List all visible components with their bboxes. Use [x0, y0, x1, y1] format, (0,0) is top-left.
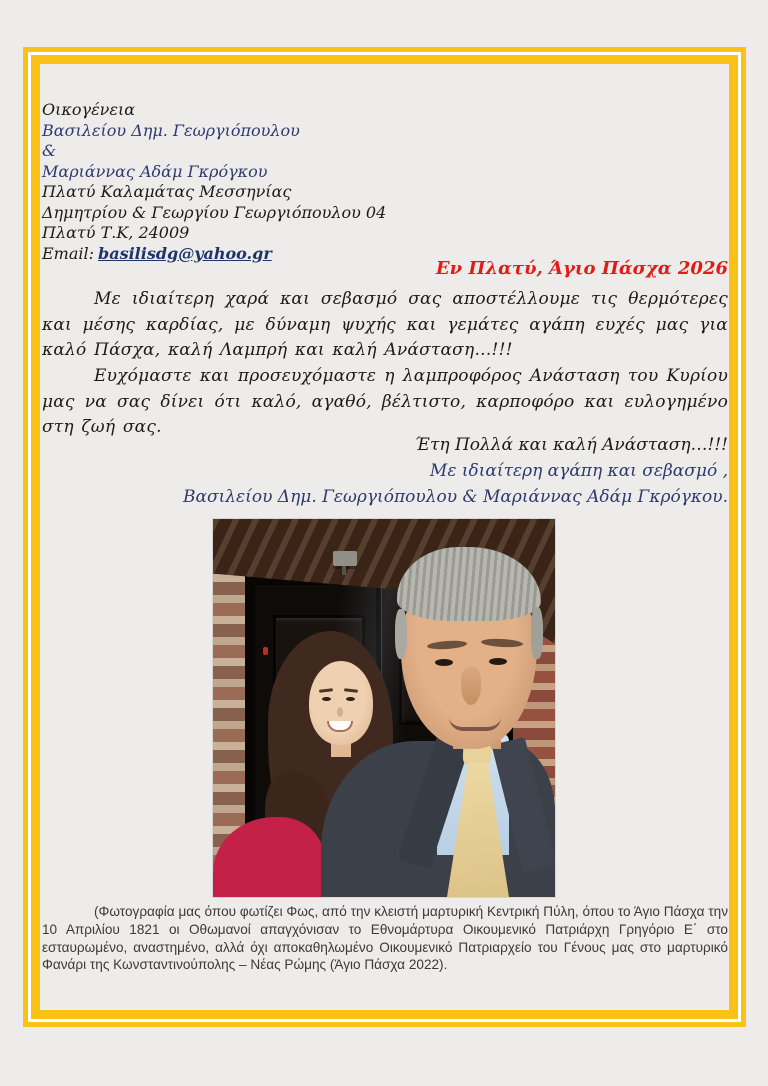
closing-signature-line: Βασιλείου Δημ. Γεωργιόπουλου & Μαριάννας Αδάμ Γκρόγκου.: [183, 487, 728, 507]
sender-address-block: [42, 100, 728, 264]
ampersand: &: [42, 141, 57, 160]
photo-wall-camera: [333, 551, 357, 566]
family-label: Οικογένεια: [42, 100, 136, 119]
photo-caption: (Φωτογραφία μας όπου φωτίζει Φως, από την κλειστή μαρτυρική Κεντρική Πύλη, όπου το Άγιο Πάσχα την 10 Απριλίου 1821 οι Οθωμανοί απαγχόνισαν το Εθνομάρτυρα Οικουμενικό Πατριάρχη Γρηγόριο Ε΄ στο εσταυρωμένο, αναστημένο, αλλά όχι αποκαθηλωμένο Οικουμενικό Πατριαρχείο του Γένους μας στο μαρτυρικό Φανάρι της Κωνσταντινούπολης – Νέας Ρώμης (Άγιο Πάσχα 2022).: [42, 904, 728, 973]
photo-man-eye: [435, 659, 453, 666]
street-line: Δημητρίου & Γεωργίου Γεωργιόπουλου 04: [42, 202, 387, 222]
greeting-paragraph-1: Με ιδιαίτερη χαρά και σεβασμό σας αποστέλλουμε τις θερμότερες και μέσης καρδίας, με δύναμη ψυχής και γεμάτες αγάπη ευχές μας για καλό Πάσχα, καλή Λαμπρή και καλή Ανάσταση…!!!: [42, 289, 728, 360]
photo-woman-face: [309, 661, 373, 745]
photo-man-eye: [489, 658, 507, 665]
closing-regards-line: Με ιδιαίτερη αγάπη και σεβασμό ,: [429, 461, 728, 481]
family-photo: [213, 519, 555, 897]
place-date-line: Εν Πλατύ, Άγιο Πάσχα 2026: [435, 258, 728, 279]
closing-block: [42, 432, 728, 510]
photo-woman-nose: [337, 707, 343, 717]
postal-code-line: Πλατύ Τ.Κ, 24009: [42, 223, 190, 242]
photo-woman-eye: [322, 697, 331, 701]
photo-man-sideburn: [395, 609, 407, 659]
husband-name: Βασιλείου Δημ. Γεωργιόπουλου: [42, 120, 300, 140]
closing-wish-line: Έτη Πολλά και καλή Ανάσταση…!!!: [414, 435, 728, 455]
email-link[interactable]: basilisdg@yahoo.gr: [98, 243, 272, 263]
photo-wall-camera-mount: [342, 566, 346, 575]
photo-man-smile: [449, 717, 501, 731]
photo-man-nose: [461, 667, 481, 705]
greeting-paragraph-2: Ευχόμαστε και προσευχόμαστε η λαμπροφόρος Ανάσταση του Κυρίου μας να σας δίνει ότι καλό, αγαθό, βέλτιστο, καρποφόρο και ευλογημένο στη ζωή σας.: [42, 366, 728, 437]
wife-name: Μαριάννας Αδάμ Γκρόγκου: [42, 161, 268, 181]
photo-man-sideburn: [531, 607, 543, 659]
email-label: Email:: [42, 243, 95, 263]
photo-woman-eye: [346, 697, 355, 701]
village-line: Πλατύ Καλαμάτας Μεσσηνίας: [42, 182, 292, 201]
photo-red-doorbell-light: [263, 647, 268, 655]
